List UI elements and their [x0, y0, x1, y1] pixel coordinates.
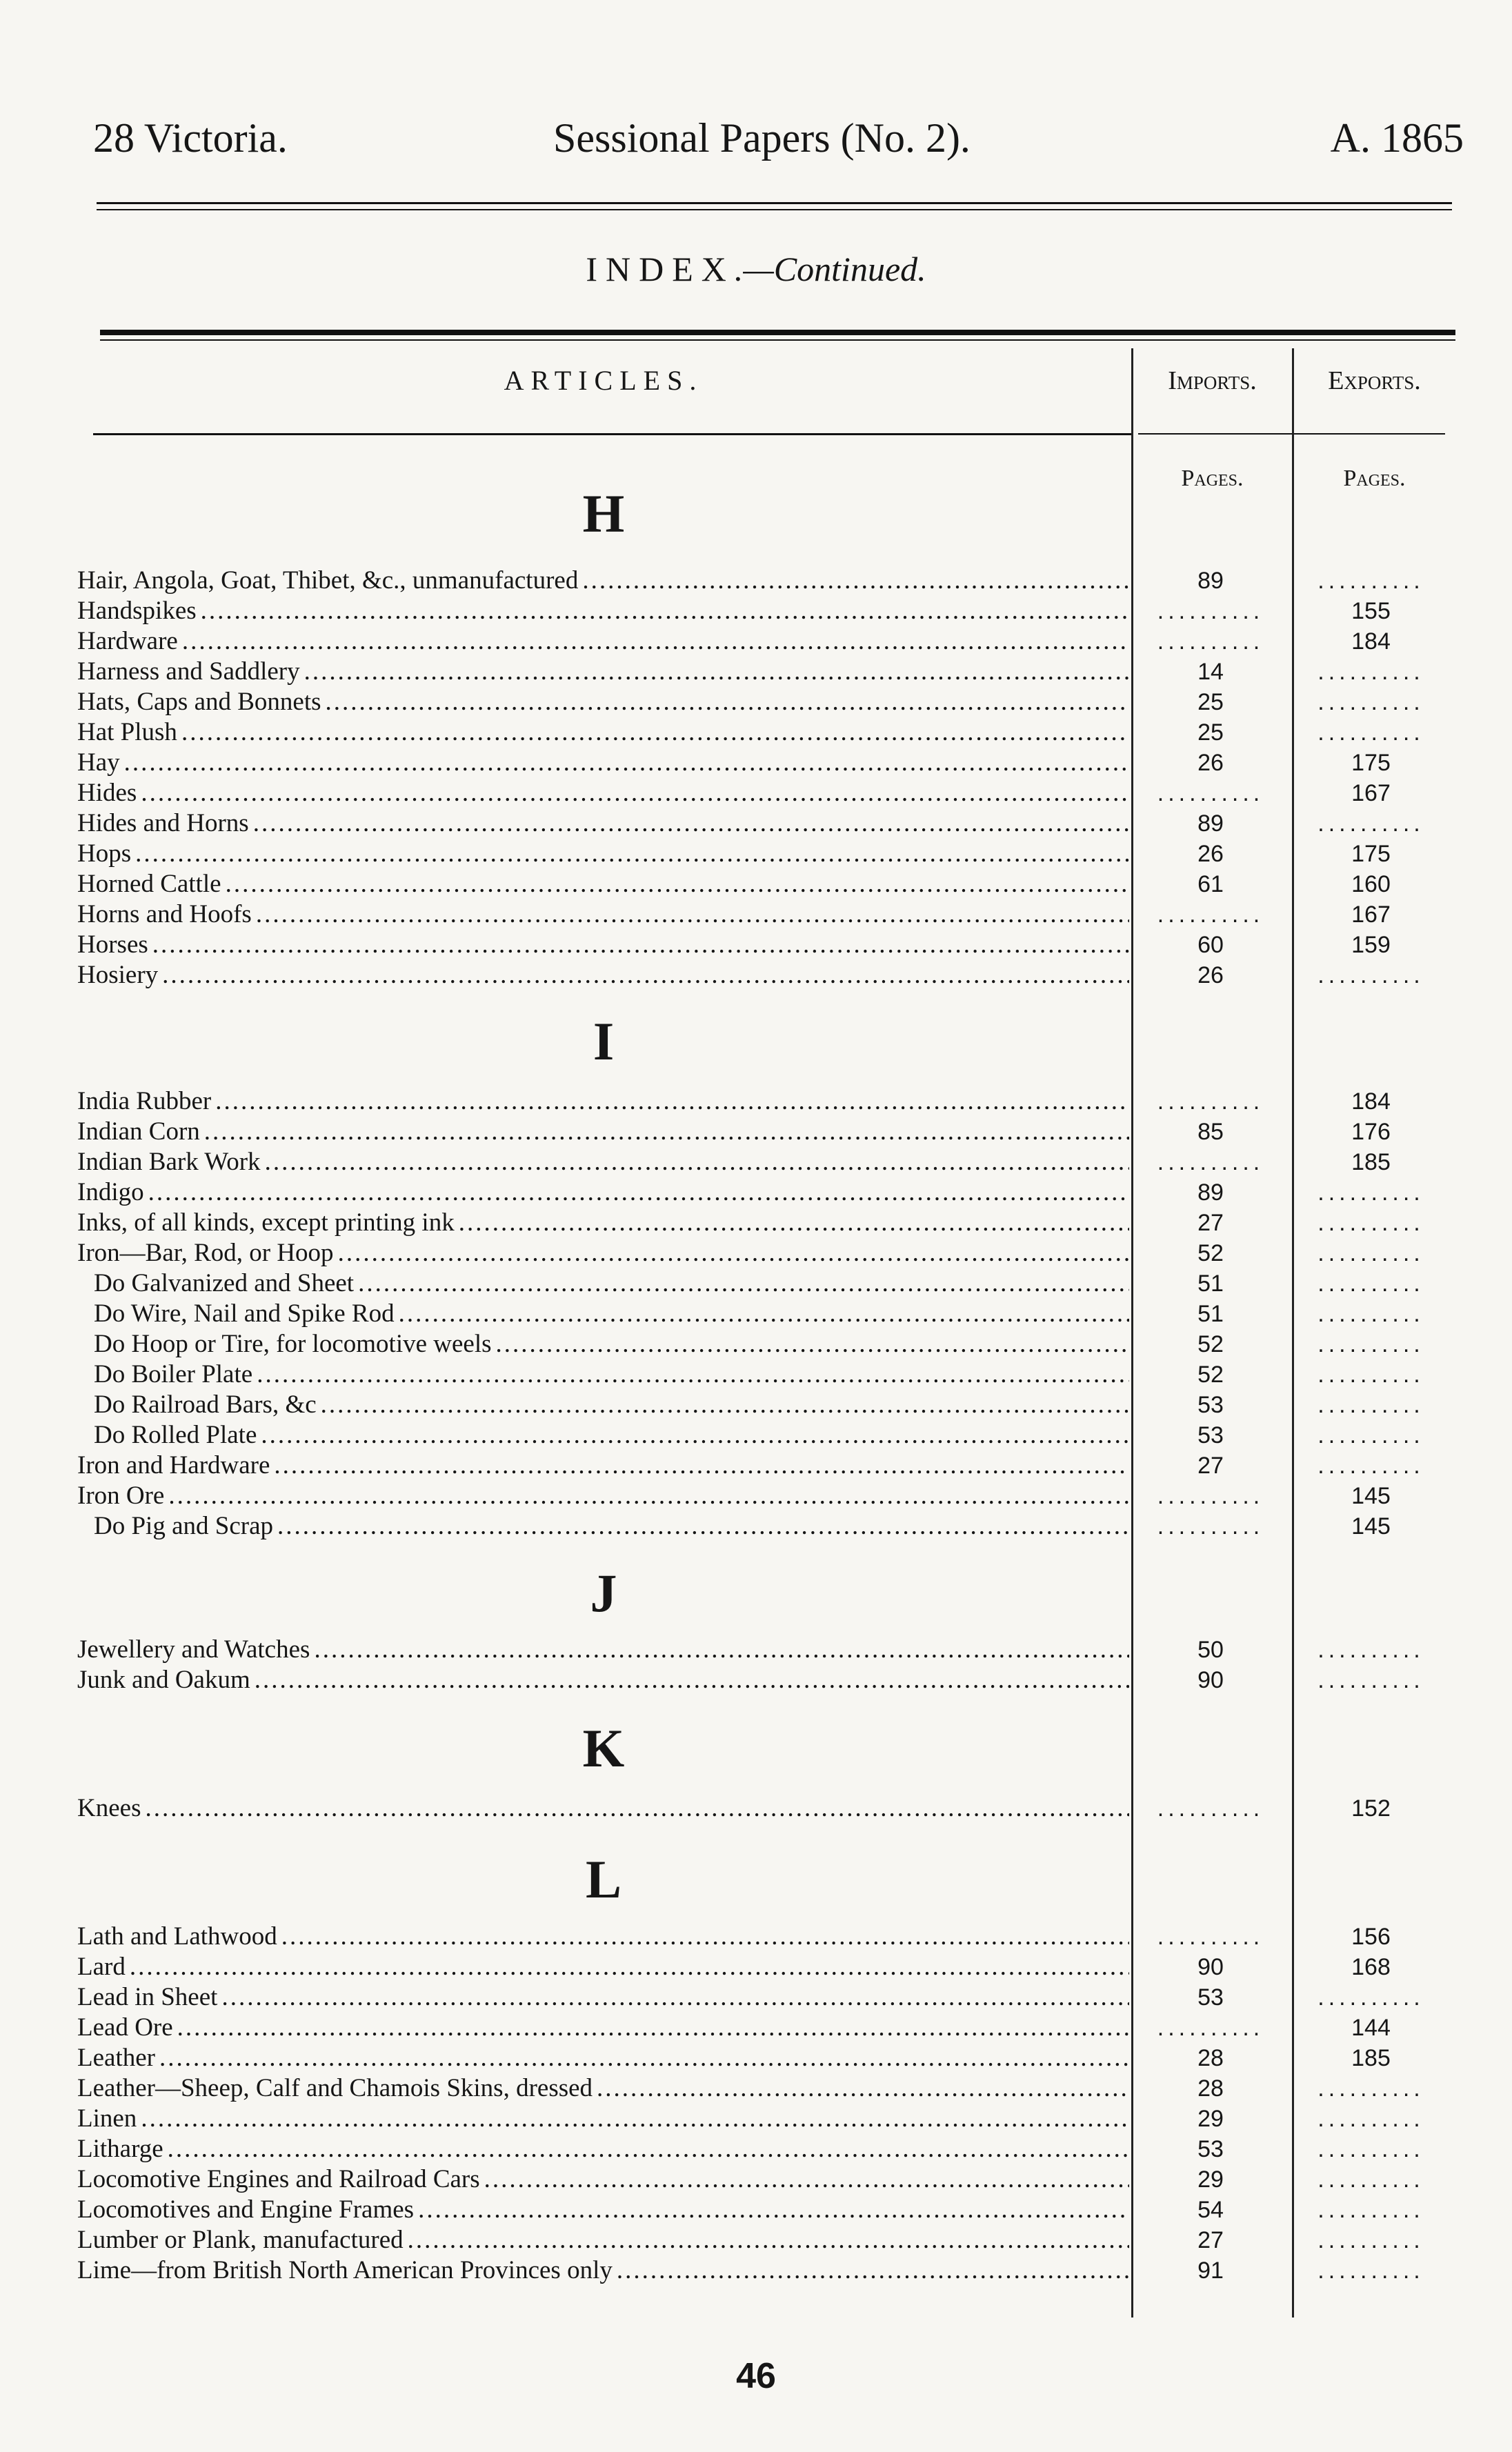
table-row: [0, 2164, 1512, 2195]
table-row: [0, 960, 1512, 990]
exports-page-cell: 159: [1351, 932, 1391, 958]
exports-page-cell: ..........: [1317, 1362, 1424, 1388]
table-row: [0, 1268, 1512, 1299]
imports-page-cell: 29: [1197, 2106, 1224, 2132]
article-cell: [77, 1086, 1129, 1117]
imports-page-cell: 27: [1197, 2227, 1224, 2253]
imports-page-cell: ..........: [1157, 1513, 1264, 1539]
table-row: [0, 1147, 1512, 1177]
exports-page-cell: 184: [1351, 1088, 1391, 1115]
article-name: Hops: [77, 839, 135, 868]
imports-page-cell: 51: [1197, 1270, 1224, 1297]
article-name: Leather—Sheep, Calf and Chamois Skins, dressed: [77, 2074, 597, 2102]
article-cell: [77, 2195, 1129, 2225]
exports-page-cell: ..........: [1317, 1637, 1424, 1663]
exports-page-cell: ..........: [1317, 568, 1424, 594]
exports-page-cell: 160: [1351, 871, 1391, 897]
article-cell: [77, 626, 1129, 657]
table-row: [0, 930, 1512, 960]
table-row: [0, 1117, 1512, 1147]
articles-column-header: ARTICLES.: [504, 365, 704, 396]
article-cell: [77, 1793, 1129, 1824]
table-row: [0, 626, 1512, 657]
article-name: Horses: [77, 930, 152, 959]
article-name: Indigo: [77, 1178, 148, 1206]
table-row: [0, 717, 1512, 748]
table-row: [0, 1390, 1512, 1420]
table-rule-thin: [100, 339, 1455, 341]
table-row: [0, 2225, 1512, 2255]
article-name: Hides: [77, 779, 141, 807]
article-cell: [77, 1511, 1129, 1542]
article-name: Hay: [77, 748, 124, 777]
table-row: [0, 1922, 1512, 1952]
article-cell: [77, 2104, 1129, 2134]
exports-page-cell: 144: [1351, 2015, 1391, 2041]
article-name: Locomotives and Engine Frames: [77, 2195, 418, 2224]
imports-page-cell: ..........: [1157, 1088, 1264, 1115]
table-row: [0, 2195, 1512, 2225]
exports-page-cell: 167: [1351, 901, 1391, 928]
imports-page-cell: 26: [1197, 750, 1224, 776]
exports-page-cell: 152: [1351, 1795, 1391, 1822]
imports-page-cell: ..........: [1157, 901, 1264, 928]
article-cell: [77, 1208, 1129, 1238]
imports-page-cell: 85: [1197, 1119, 1224, 1145]
article-name: Hosiery: [77, 961, 162, 989]
imports-page-cell: 91: [1197, 2257, 1224, 2284]
article-cell: [77, 1420, 1129, 1451]
table-row: [0, 657, 1512, 687]
article-cell: [77, 1665, 1129, 1695]
article-cell: [77, 1117, 1129, 1147]
imports-page-cell: ..........: [1157, 1924, 1264, 1950]
article-name: Horns and Hoofs: [77, 900, 256, 928]
imports-column-header: Imports.: [1168, 366, 1257, 395]
article-cell: [77, 839, 1129, 869]
section-letter-h: H: [582, 484, 625, 544]
imports-page-cell: 89: [1197, 568, 1224, 594]
article-cell: [77, 899, 1129, 930]
imports-page-cell: ..........: [1157, 780, 1264, 806]
imports-page-cell: ..........: [1157, 1795, 1264, 1822]
imports-page-cell: 54: [1197, 2197, 1224, 2223]
index-title: [0, 245, 1512, 293]
article-cell: [77, 1238, 1129, 1268]
imports-page-cell: 27: [1197, 1210, 1224, 1236]
imports-page-cell: 28: [1197, 2075, 1224, 2102]
imports-page-cell: 90: [1197, 1667, 1224, 1693]
article-cell: [77, 1177, 1129, 1208]
article-name: Do Boiler Plate: [94, 1360, 257, 1388]
exports-page-cell: 168: [1351, 1954, 1391, 1980]
table-row: [0, 1481, 1512, 1511]
table-row: [0, 1238, 1512, 1268]
article-name: Jewellery and Watches: [77, 1635, 314, 1664]
article-name: Iron and Hardware: [77, 1451, 274, 1479]
imports-page-cell: ..........: [1157, 628, 1264, 655]
table-row: [0, 566, 1512, 596]
header-title: Sessional Papers (No. 2).: [553, 115, 971, 161]
table-row: [0, 1982, 1512, 2013]
section-letter-i: I: [593, 1011, 615, 1071]
article-name: Linen: [77, 2104, 141, 2133]
article-name: Litharge: [77, 2135, 168, 2163]
article-cell: [77, 1329, 1129, 1359]
table-row: [0, 1665, 1512, 1695]
table-row: [0, 778, 1512, 808]
exports-page-cell: ..........: [1317, 2136, 1424, 2162]
imports-page-cell: ..........: [1157, 1149, 1264, 1175]
article-name: Do Rolled Plate: [94, 1421, 261, 1449]
exports-page-cell: ..........: [1317, 962, 1424, 988]
header-year: A. 1865: [1330, 115, 1464, 161]
header-session: 28 Victoria.: [93, 115, 288, 161]
table-row: [0, 839, 1512, 869]
imports-pages-header: Pages.: [1181, 466, 1244, 491]
article-cell: [77, 1922, 1129, 1952]
exports-page-cell: 175: [1351, 750, 1391, 776]
exports-page-cell: 167: [1351, 780, 1391, 806]
article-cell: [77, 1147, 1129, 1177]
imports-page-cell: 60: [1197, 932, 1224, 958]
table-row: [0, 869, 1512, 899]
imports-page-cell: 53: [1197, 1392, 1224, 1418]
article-cell: [77, 930, 1129, 960]
article-name: Lumber or Plank, manufactured: [77, 2226, 408, 2254]
exports-page-cell: ..........: [1317, 2197, 1424, 2223]
article-cell: [77, 1268, 1129, 1299]
exports-page-cell: ..........: [1317, 659, 1424, 685]
exports-page-cell: 155: [1351, 598, 1391, 624]
table-row: [0, 2255, 1512, 2286]
imports-page-cell: 25: [1197, 689, 1224, 715]
table-row: [0, 899, 1512, 930]
table-row: [0, 1635, 1512, 1665]
section-letter-j: J: [590, 1563, 617, 1623]
exports-page-cell: ..........: [1317, 2227, 1424, 2253]
table-row: [0, 1086, 1512, 1117]
exports-page-cell: ..........: [1317, 1240, 1424, 1266]
article-name: Handspikes: [77, 597, 201, 625]
imports-page-cell: 25: [1197, 719, 1224, 746]
exports-page-cell: ..........: [1317, 1984, 1424, 2011]
article-name: Knees: [77, 1794, 145, 1822]
section-letter-k: K: [582, 1718, 625, 1778]
table-row: [0, 1420, 1512, 1451]
article-name: Do Railroad Bars, &c: [94, 1391, 321, 1419]
article-name: Lead in Sheet: [77, 1983, 221, 2011]
article-cell: [77, 748, 1129, 778]
article-cell: [77, 2134, 1129, 2164]
exports-page-cell: 145: [1351, 1513, 1391, 1539]
article-name: Lead Ore: [77, 2013, 177, 2042]
article-cell: [77, 2073, 1129, 2104]
column-header-rule: [93, 433, 1131, 435]
article-name: Hair, Angola, Goat, Thibet, &c., unmanufactured: [77, 566, 582, 595]
exports-page-cell: 175: [1351, 841, 1391, 867]
section-letter-l: L: [585, 1849, 622, 1909]
exports-page-cell: ..........: [1317, 810, 1424, 837]
imports-page-cell: 26: [1197, 841, 1224, 867]
exports-page-cell: ..........: [1317, 1453, 1424, 1479]
article-cell: [77, 717, 1129, 748]
article-cell: [77, 1481, 1129, 1511]
article-cell: [77, 566, 1129, 596]
exports-page-cell: 156: [1351, 1924, 1391, 1950]
exports-page-cell: ..........: [1317, 1179, 1424, 1206]
exports-page-cell: ..........: [1317, 719, 1424, 746]
imports-page-cell: 90: [1197, 1954, 1224, 1980]
exports-pages-header: Pages.: [1343, 466, 1406, 491]
article-name: Indian Corn: [77, 1117, 204, 1146]
article-name: Hats, Caps and Bonnets: [77, 688, 326, 716]
exports-page-cell: ..........: [1317, 1301, 1424, 1327]
article-cell: [77, 869, 1129, 899]
exports-page-cell: ..........: [1317, 2075, 1424, 2102]
article-cell: [77, 687, 1129, 717]
imports-page-cell: 29: [1197, 2166, 1224, 2193]
article-name: Harness and Saddlery: [77, 657, 304, 686]
table-row: [0, 1329, 1512, 1359]
imports-page-cell: ..........: [1157, 1483, 1264, 1509]
article-cell: [77, 2013, 1129, 2043]
article-name: Locomotive Engines and Railroad Cars: [77, 2165, 484, 2193]
article-cell: [77, 1635, 1129, 1665]
article-cell: [77, 1982, 1129, 2013]
article-name: Junk and Oakum: [77, 1666, 255, 1694]
article-name: Hardware: [77, 627, 182, 655]
article-cell: [77, 1390, 1129, 1420]
article-name: Do Wire, Nail and Spike Rod: [94, 1299, 399, 1328]
exports-page-cell: 185: [1351, 1149, 1391, 1175]
page-number: 46: [736, 2356, 776, 2396]
article-cell: [77, 960, 1129, 990]
article-cell: [77, 657, 1129, 687]
table-row: [0, 596, 1512, 626]
exports-page-cell: ..........: [1317, 1392, 1424, 1418]
imports-page-cell: 50: [1197, 1637, 1224, 1663]
article-cell: [77, 1952, 1129, 1982]
article-name: Iron Ore: [77, 1482, 168, 1510]
table-row: [0, 748, 1512, 778]
table-row: [0, 2043, 1512, 2073]
table-rule-thick: [100, 330, 1455, 335]
table-row: [0, 2134, 1512, 2164]
imports-page-cell: 14: [1197, 659, 1224, 685]
article-name: Hides and Horns: [77, 809, 253, 837]
imports-page-cell: 89: [1197, 810, 1224, 837]
imports-page-cell: 28: [1197, 2045, 1224, 2071]
article-name: Indian Bark Work: [77, 1148, 265, 1176]
exports-page-cell: ..........: [1317, 1422, 1424, 1448]
article-cell: [77, 2043, 1129, 2073]
imports-page-cell: 53: [1197, 1984, 1224, 2011]
imports-page-cell: 52: [1197, 1240, 1224, 1266]
table-row: [0, 687, 1512, 717]
table-row: [0, 1299, 1512, 1329]
article-name: Do Pig and Scrap: [94, 1512, 277, 1540]
article-cell: [77, 1299, 1129, 1329]
imports-page-cell: 53: [1197, 2136, 1224, 2162]
article-name: Do Galvanized and Sheet: [94, 1269, 358, 1297]
table-row: [0, 1952, 1512, 1982]
article-cell: [77, 808, 1129, 839]
exports-page-cell: ..........: [1317, 2257, 1424, 2284]
article-cell: [77, 2225, 1129, 2255]
table-row: [0, 1793, 1512, 1824]
exports-page-cell: 185: [1351, 2045, 1391, 2071]
imports-page-cell: 26: [1197, 962, 1224, 988]
table-row: [0, 1359, 1512, 1390]
index-title-continued: .—Continued.: [734, 250, 926, 288]
exports-page-cell: ..........: [1317, 689, 1424, 715]
imports-page-cell: ..........: [1157, 2015, 1264, 2041]
article-cell: [77, 596, 1129, 626]
article-name: Lard: [77, 1953, 130, 1981]
imports-page-cell: 61: [1197, 871, 1224, 897]
exports-page-cell: ..........: [1317, 2166, 1424, 2193]
header-rule-top: [97, 202, 1452, 204]
exports-page-cell: 184: [1351, 628, 1391, 655]
exports-page-cell: 145: [1351, 1483, 1391, 1509]
article-name: Horned Cattle: [77, 870, 226, 898]
article-name: Inks, of all kinds, except printing ink: [77, 1208, 459, 1237]
article-cell: [77, 2255, 1129, 2286]
exports-page-cell: ..........: [1317, 1667, 1424, 1693]
table-row: [0, 2073, 1512, 2104]
article-name: Do Hoop or Tire, for locomotive weels: [94, 1330, 496, 1358]
article-name: Hat Plush: [77, 718, 181, 746]
table-row: [0, 1451, 1512, 1481]
article-cell: [77, 1359, 1129, 1390]
article-name: India Rubber: [77, 1087, 215, 1115]
imports-page-cell: 27: [1197, 1453, 1224, 1479]
table-row: [0, 2013, 1512, 2043]
page-header: [0, 110, 1512, 166]
article-cell: [77, 1451, 1129, 1481]
table-row: [0, 1208, 1512, 1238]
exports-page-cell: ..........: [1317, 1210, 1424, 1236]
exports-page-cell: ..........: [1317, 1331, 1424, 1357]
article-name: Lath and Lathwood: [77, 1922, 281, 1951]
exports-page-cell: ..........: [1317, 1270, 1424, 1297]
table-row: [0, 1177, 1512, 1208]
imports-page-cell: 51: [1197, 1301, 1224, 1327]
table-row: [0, 2104, 1512, 2134]
imports-page-cell: 53: [1197, 1422, 1224, 1448]
imports-page-cell: 52: [1197, 1362, 1224, 1388]
table-row: [0, 1511, 1512, 1542]
exports-page-cell: 176: [1351, 1119, 1391, 1145]
imports-page-cell: 89: [1197, 1179, 1224, 1206]
article-cell: [77, 778, 1129, 808]
imports-page-cell: 52: [1197, 1331, 1224, 1357]
article-cell: [77, 2164, 1129, 2195]
article-name: Iron—Bar, Rod, or Hoop: [77, 1239, 338, 1267]
exports-column-header: Exports.: [1328, 366, 1421, 395]
imports-page-cell: ..........: [1157, 598, 1264, 624]
header-rule-bottom: [97, 209, 1452, 210]
index-title-main: INDEX: [586, 250, 735, 288]
exports-page-cell: ..........: [1317, 2106, 1424, 2132]
article-name: Lime—from British North American Provinces only: [77, 2256, 617, 2284]
table-row: [0, 808, 1512, 839]
article-name: Leather: [77, 2044, 159, 2072]
